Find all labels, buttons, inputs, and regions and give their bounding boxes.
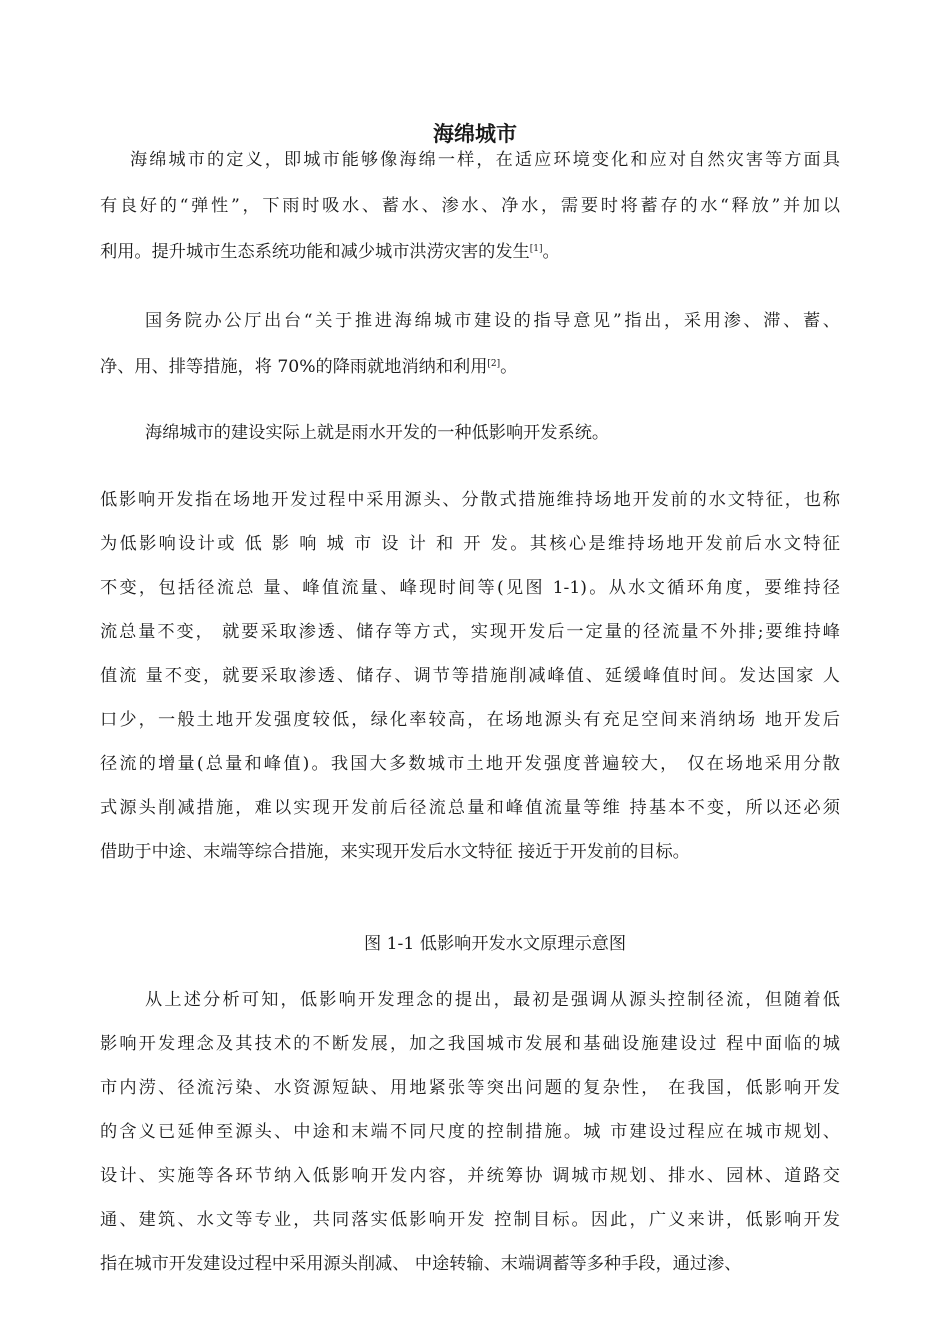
text-line: 口少，一般土地开发强度较低，绿化率较高，在场地源头有充足空间来消纳场 地开发后 [100,710,840,730]
text-line: 借助于中途、末端等综合措施，来实现开发后水文特征 接近于开发前的目标。 [100,842,690,862]
text-line [100,229,840,275]
text-line: 值流 量不变，就要采取渗透、储存、调节等措施削减峰值、延缓峰值时间。发达国家 人 [100,666,840,686]
paragraph-analysis [100,978,840,1286]
text-line: 国务院办公厅出台“关于推进海绵城市建设的指导意见”指出，采用渗、滞、蓄、 [145,311,840,331]
paragraph-lid-system [100,410,840,456]
text-line: 通、建筑、水文等专业，共同落实低影响开发 控制目标。因此，广义来讲，低影响开发 [100,1210,840,1230]
text-line-content: 利用。提升城市生态系统功能和减少城市洪涝灾害的发生 [100,242,530,262]
text-line: 流总量不变， 就要采取渗透、储存等方式，实现开发后一定量的径流量不外排;要维持峰 [100,622,840,642]
sentence-end: 。 [500,357,518,377]
text-line: 的含义已延伸至源头、中途和末端不同尺度的控制措施。城 市建设过程应在城市规划、 [100,1122,840,1142]
document-title: 海绵城市 [433,122,517,146]
text-line [100,344,840,390]
text-line: 影响开发理念及其技术的不断发展，加之我国城市发展和基础设施建设过 程中面临的城 [100,1034,840,1054]
figure-caption: 图 1-1 低影响开发水文原理示意图 [363,934,627,954]
text-line: 低影响开发指在场地开发过程中采用源头、分散式措施维持场地开发前的水文特征，也称 [100,490,840,510]
text-line: 海绵城市的建设实际上就是雨水开发的一种低影响开发系统。 [145,423,610,443]
citation-ref-1: [1] [529,244,543,254]
text-line: 市内涝、径流污染、水资源短缺、用地紧张等突出问题的复杂性， 在我国，低影响开发 [100,1078,840,1098]
text-line: 有良好的“弹性”，下雨时吸水、蓄水、渗水、净水，需要时将蓄存的水“释放”并加以 [100,196,840,216]
paragraph-lid-definition [100,478,840,874]
text-line: 海绵城市的定义，即城市能够像海绵一样，在适应环境变化和应对自然灾害等方面具 [130,150,840,170]
text-line: 为低影响设计或 低 影 响 城 市 设 计 和 开 发。其核心是维持场地开发前后水文特征 [100,534,840,554]
text-line: 径流的增量(总量和峰值)。我国大多数城市土地开发强度普遍较大， 仅在场地采用分散 [100,754,840,774]
text-line: 不变，包括径流总 量、峰值流量、峰现时间等(见图 1-1)。从水文循环角度，要维持径 [100,578,840,598]
paragraph-guideline [100,298,840,390]
paragraph-definition [100,137,840,275]
text-line: 设计、实施等各环节纳入低影响开发内容，并统筹协 调城市规划、排水、园林、道路交 [100,1166,840,1186]
sentence-end: 。 [542,242,560,262]
text-line: 式源头削减措施，难以实现开发前后径流总量和峰值流量等维 持基本不变，所以还必须 [100,798,840,818]
citation-ref-2: [2] [487,359,501,369]
text-line-content: 净、用、排等措施，将 70%的降雨就地消纳和利用 [100,357,488,377]
text-line: 从上述分析可知，低影响开发理念的提出，最初是强调从源头控制径流，但随着低 [145,990,840,1010]
text-line: 指在城市开发建设过程中采用源头削减、 中途转输、末端调蓄等多种手段，通过渗、 [100,1254,742,1274]
